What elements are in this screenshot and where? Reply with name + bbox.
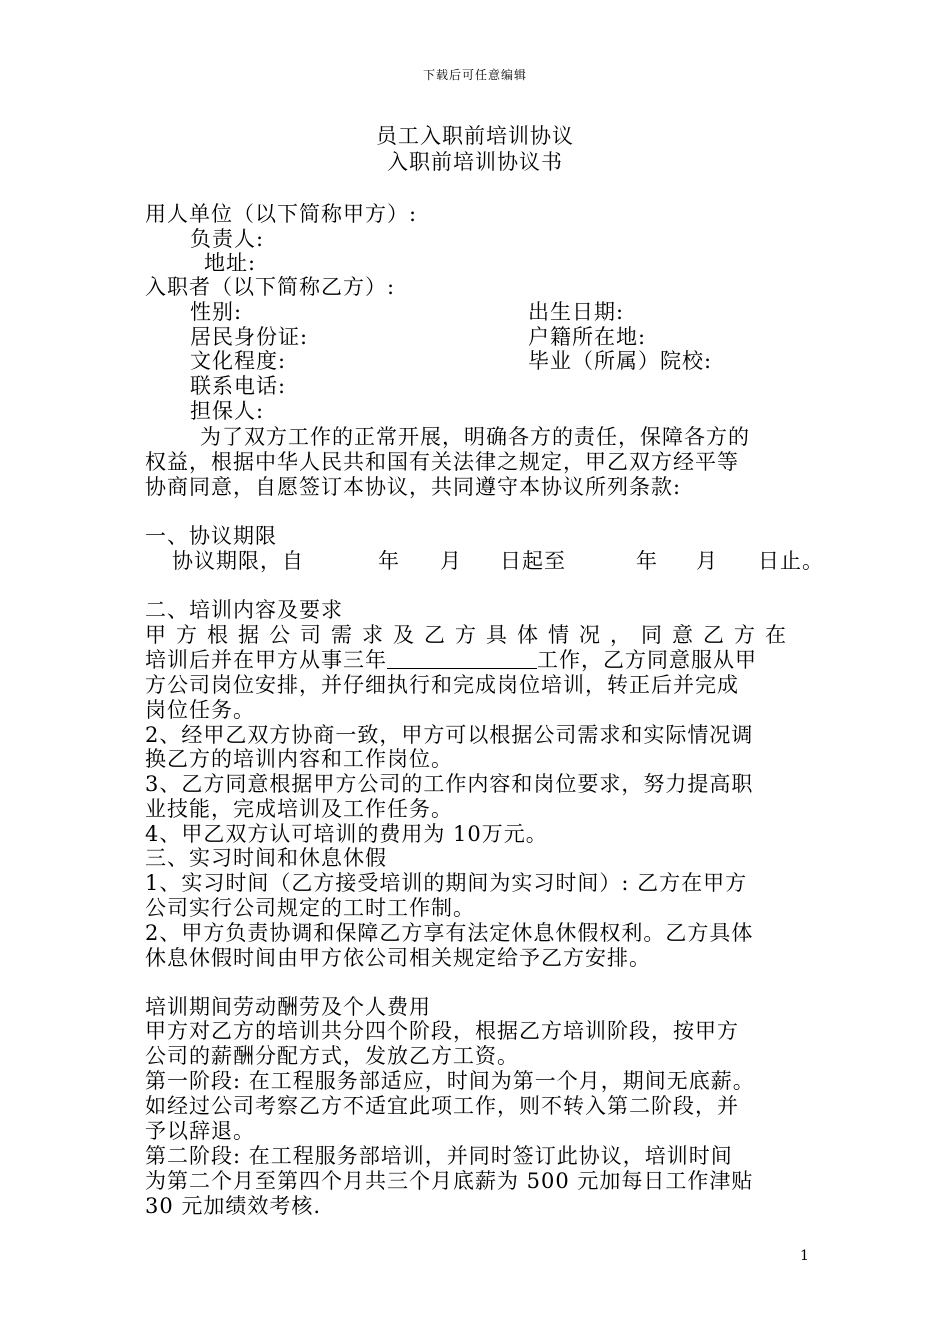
party-b-education: 文化程度: (190, 349, 287, 373)
party-b-id-card: 居民身份证: (190, 325, 309, 349)
section-2-p4: 4、甲乙双方认可培训的费用为 10万元。 (145, 822, 548, 846)
party-a-responsible: 负责人: (190, 227, 265, 251)
term-day-1: 日起至 (500, 549, 566, 573)
section-2-p3-line-1: 3、乙方同意根据甲方公司的工作内容和岗位要求，努力提高职 (145, 772, 754, 796)
party-b-household: 户籍所在地: (528, 325, 647, 349)
term-day-2: 日止。 (758, 549, 824, 573)
section-2-p3-line-2: 业技能，完成培训及工作任务。 (145, 797, 453, 821)
page-number: 1 (800, 1248, 809, 1264)
term-year-1: 年 (378, 549, 400, 573)
stage-2-line-3: 30 元加绩效考核. (145, 1194, 322, 1218)
section-2-p2-line-2: 换乙方的培训内容和工作岗位。 (145, 747, 453, 771)
party-b-phone: 联系电话: (190, 374, 287, 398)
term-prefix: 协议期限，自 (172, 549, 304, 573)
section-2-p1-line-2 (145, 648, 757, 672)
party-a-label: 用人单位（以下简称甲方）: (145, 202, 418, 226)
party-a-address: 地址: (204, 251, 257, 275)
party-b-birth: 出生日期: (528, 300, 625, 324)
party-b-gender: 性别: (190, 300, 243, 324)
section-2-p1-line-4: 岗位任务。 (145, 698, 255, 722)
section-2-heading: 二、培训内容及要求 (145, 598, 343, 622)
document-subtitle: 入职前培训协议书 (387, 150, 563, 174)
term-month-1: 月 (440, 549, 462, 573)
section-3-p1-line-2: 公司实行公司规定的工时工作制。 (145, 896, 475, 920)
term-month-2: 月 (696, 549, 718, 573)
section-4-p1-line-1: 甲方对乙方的培训共分四个阶段，根据乙方培训阶段，按甲方 (145, 1019, 739, 1043)
term-year-2: 年 (636, 549, 658, 573)
section-2-p1-line-1: 甲方根据公司需求及乙方具体情况，同意乙方在 (145, 623, 796, 647)
years-blank-line (387, 650, 537, 669)
section-2-p2-line-1: 2、经甲乙双方协商一致，甲方可以根据公司需求和实际情况调 (145, 723, 754, 747)
section-2-p1-line-2b: 工作，乙方同意服从甲 (537, 648, 757, 672)
section-3-heading: 三、实习时间和休息休假 (145, 846, 387, 870)
section-4-heading: 培训期间劳动酬劳及个人费用 (145, 995, 431, 1019)
stage-1-line-2: 如经过公司考察乙方不适宜此项工作，则不转入第二阶段，并 (145, 1094, 739, 1118)
stage-1-line-3: 予以辞退。 (145, 1119, 255, 1143)
document-title: 员工入职前培训协议 (376, 124, 574, 148)
section-2-p1-line-2a: 培训后并在甲方从事三年 (145, 648, 387, 672)
section-3-p2-line-1: 2、甲方负责协调和保障乙方享有法定休息休假权利。乙方具体 (145, 921, 754, 945)
party-b-school: 毕业（所属）院校: (528, 349, 713, 373)
section-3-p1-line-1: 1、实习时间（乙方接受培训的期间为实习时间）: 乙方在甲方 (145, 871, 748, 895)
section-2-p1-line-3: 方公司岗位安排，并仔细执行和完成岗位培训，转正后并完成 (145, 673, 739, 697)
stage-2-line-1: 第二阶段: 在工程服务部培训，并同时签订此协议，培训时间 (145, 1144, 733, 1168)
stage-1-line-1: 第一阶段: 在工程服务部适应，时间为第一个月，期间无底薪。 (145, 1069, 755, 1093)
section-4-p1-line-2: 公司的薪酬分配方式，发放乙方工资。 (145, 1044, 519, 1068)
stage-2-line-2: 为第二个月至第四个月共三个月底薪为 500 元加每日工作津贴 (145, 1169, 754, 1193)
party-b-guarantor: 担保人: (190, 399, 265, 423)
preamble-line-3: 协商同意，自愿签订本协议，共同遵守本协议所列条款: (145, 475, 682, 499)
section-3-p2-line-2: 休息休假时间由甲方依公司相关规定给予乙方安排。 (145, 946, 651, 970)
section-1-heading: 一、协议期限 (145, 524, 277, 548)
party-b-label: 入职者（以下简称乙方）: (145, 275, 396, 299)
preamble-line-2: 权益，根据中华人民共和国有关法律之规定，甲乙双方经平等 (145, 450, 739, 474)
header-note: 下载后可任意编辑 (422, 68, 527, 82)
preamble-line-1: 为了双方工作的正常开展，明确各方的责任，保障各方的 (200, 425, 750, 449)
